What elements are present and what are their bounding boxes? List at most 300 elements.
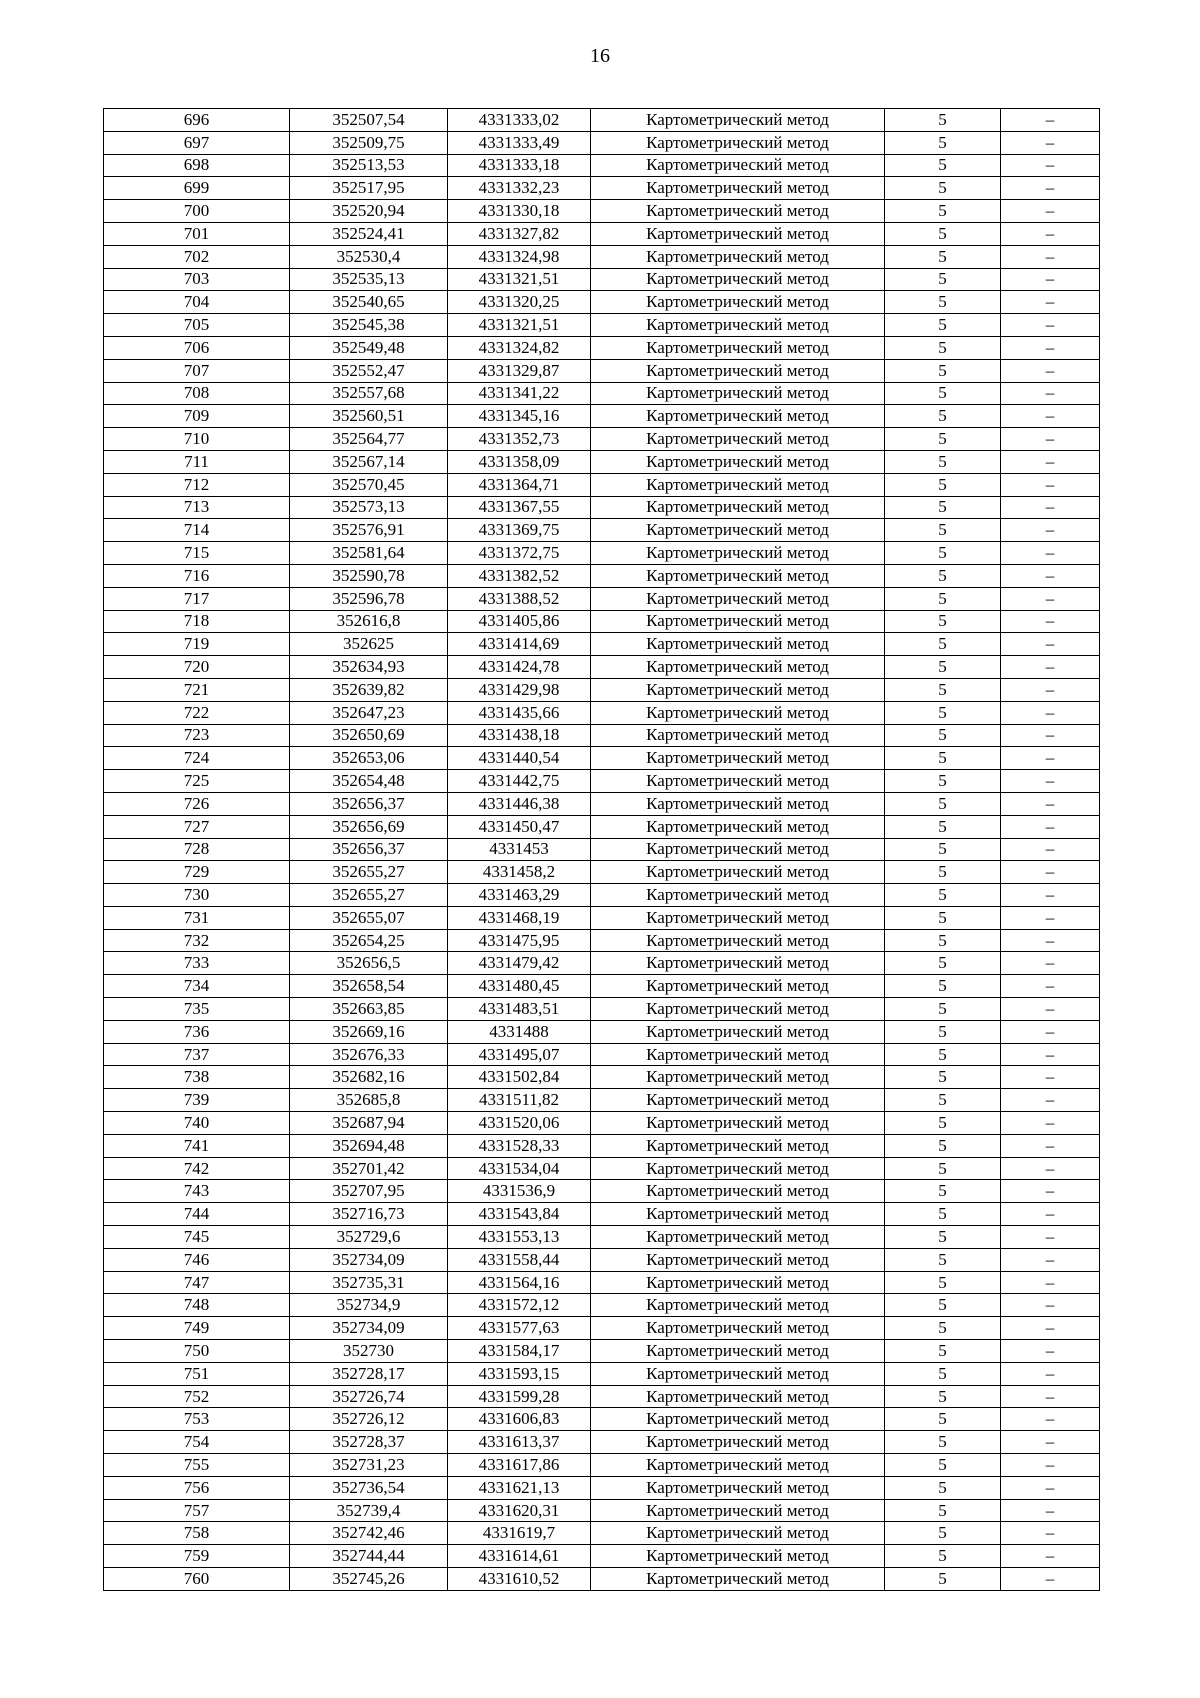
x-coordinate-cell: 352549,48 [290, 336, 448, 359]
y-coordinate-cell: 4331620,31 [448, 1499, 591, 1522]
method-cell: Картометрический метод [591, 1545, 885, 1568]
x-coordinate-cell: 352728,17 [290, 1362, 448, 1385]
method-cell: Картометрический метод [591, 1385, 885, 1408]
formula-cell: – [1001, 1317, 1100, 1340]
method-cell: Картометрический метод [591, 1089, 885, 1112]
method-cell: Картометрический метод [591, 473, 885, 496]
table-row [104, 131, 1100, 154]
accuracy-cell: 5 [885, 1112, 1001, 1135]
table-row [104, 815, 1100, 838]
formula-cell: – [1001, 656, 1100, 679]
table-row [104, 724, 1100, 747]
accuracy-cell: 5 [885, 633, 1001, 656]
method-cell: Картометрический метод [591, 359, 885, 382]
table-row [104, 1203, 1100, 1226]
method-cell: Картометрический метод [591, 724, 885, 747]
x-coordinate-cell: 352655,27 [290, 884, 448, 907]
point-number-cell: 696 [104, 109, 290, 132]
accuracy-cell: 5 [885, 701, 1001, 724]
x-coordinate-cell: 352540,65 [290, 291, 448, 314]
x-coordinate-cell: 352647,23 [290, 701, 448, 724]
table-row [104, 998, 1100, 1021]
point-number-cell: 699 [104, 177, 290, 200]
y-coordinate-cell: 4331320,25 [448, 291, 591, 314]
point-number-cell: 734 [104, 975, 290, 998]
method-cell: Картометрический метод [591, 1157, 885, 1180]
y-coordinate-cell: 4331364,71 [448, 473, 591, 496]
table-row [104, 314, 1100, 337]
point-number-cell: 715 [104, 542, 290, 565]
method-cell: Картометрический метод [591, 1317, 885, 1340]
x-coordinate-cell: 352663,85 [290, 998, 448, 1021]
table-row [104, 656, 1100, 679]
accuracy-cell: 5 [885, 838, 1001, 861]
accuracy-cell: 5 [885, 747, 1001, 770]
y-coordinate-cell: 4331479,42 [448, 952, 591, 975]
formula-cell: – [1001, 1431, 1100, 1454]
formula-cell: – [1001, 519, 1100, 542]
x-coordinate-cell: 352590,78 [290, 564, 448, 587]
method-cell: Картометрический метод [591, 109, 885, 132]
method-cell: Картометрический метод [591, 815, 885, 838]
method-cell: Картометрический метод [591, 177, 885, 200]
accuracy-cell: 5 [885, 1043, 1001, 1066]
point-number-cell: 727 [104, 815, 290, 838]
formula-cell: – [1001, 131, 1100, 154]
x-coordinate-cell: 352616,8 [290, 610, 448, 633]
method-cell: Картометрический метод [591, 1066, 885, 1089]
method-cell: Картометрический метод [591, 1020, 885, 1043]
coordinates-table-body [104, 109, 1100, 1591]
y-coordinate-cell: 4331424,78 [448, 656, 591, 679]
accuracy-cell: 5 [885, 906, 1001, 929]
method-cell: Картометрический метод [591, 1134, 885, 1157]
point-number-cell: 716 [104, 564, 290, 587]
formula-cell: – [1001, 428, 1100, 451]
method-cell: Картометрический метод [591, 1454, 885, 1477]
x-coordinate-cell: 352596,78 [290, 587, 448, 610]
y-coordinate-cell: 4331520,06 [448, 1112, 591, 1135]
point-number-cell: 755 [104, 1454, 290, 1477]
accuracy-cell: 5 [885, 131, 1001, 154]
y-coordinate-cell: 4331536,9 [448, 1180, 591, 1203]
x-coordinate-cell: 352625 [290, 633, 448, 656]
method-cell: Картометрический метод [591, 1248, 885, 1271]
y-coordinate-cell: 4331468,19 [448, 906, 591, 929]
x-coordinate-cell: 352560,51 [290, 405, 448, 428]
x-coordinate-cell: 352742,46 [290, 1522, 448, 1545]
point-number-cell: 718 [104, 610, 290, 633]
method-cell: Картометрический метод [591, 245, 885, 268]
point-number-cell: 747 [104, 1271, 290, 1294]
point-number-cell: 753 [104, 1408, 290, 1431]
accuracy-cell: 5 [885, 1248, 1001, 1271]
y-coordinate-cell: 4331495,07 [448, 1043, 591, 1066]
accuracy-cell: 5 [885, 678, 1001, 701]
accuracy-cell: 5 [885, 177, 1001, 200]
accuracy-cell: 5 [885, 359, 1001, 382]
method-cell: Картометрический метод [591, 200, 885, 223]
accuracy-cell: 5 [885, 861, 1001, 884]
point-number-cell: 717 [104, 587, 290, 610]
accuracy-cell: 5 [885, 975, 1001, 998]
formula-cell: – [1001, 1408, 1100, 1431]
accuracy-cell: 5 [885, 952, 1001, 975]
point-number-cell: 707 [104, 359, 290, 382]
accuracy-cell: 5 [885, 815, 1001, 838]
formula-cell: – [1001, 815, 1100, 838]
formula-cell: – [1001, 1568, 1100, 1591]
y-coordinate-cell: 4331442,75 [448, 770, 591, 793]
method-cell: Картометрический метод [591, 656, 885, 679]
point-number-cell: 740 [104, 1112, 290, 1135]
y-coordinate-cell: 4331543,84 [448, 1203, 591, 1226]
point-number-cell: 711 [104, 450, 290, 473]
point-number-cell: 759 [104, 1545, 290, 1568]
accuracy-cell: 5 [885, 1134, 1001, 1157]
method-cell: Картометрический метод [591, 1408, 885, 1431]
point-number-cell: 703 [104, 268, 290, 291]
y-coordinate-cell: 4331324,98 [448, 245, 591, 268]
accuracy-cell: 5 [885, 1431, 1001, 1454]
method-cell: Картометрический метод [591, 701, 885, 724]
table-row [104, 1226, 1100, 1249]
formula-cell: – [1001, 792, 1100, 815]
point-number-cell: 697 [104, 131, 290, 154]
formula-cell: – [1001, 952, 1100, 975]
formula-cell: – [1001, 336, 1100, 359]
table-row [104, 1454, 1100, 1477]
y-coordinate-cell: 4331321,51 [448, 314, 591, 337]
point-number-cell: 710 [104, 428, 290, 451]
formula-cell: – [1001, 450, 1100, 473]
formula-cell: – [1001, 1112, 1100, 1135]
table-row [104, 177, 1100, 200]
y-coordinate-cell: 4331450,47 [448, 815, 591, 838]
table-row [104, 245, 1100, 268]
table-row [104, 1043, 1100, 1066]
accuracy-cell: 5 [885, 382, 1001, 405]
formula-cell: – [1001, 1522, 1100, 1545]
y-coordinate-cell: 4331577,63 [448, 1317, 591, 1340]
accuracy-cell: 5 [885, 154, 1001, 177]
table-row [104, 1476, 1100, 1499]
point-number-cell: 725 [104, 770, 290, 793]
method-cell: Картометрический метод [591, 633, 885, 656]
method-cell: Картометрический метод [591, 610, 885, 633]
x-coordinate-cell: 352726,74 [290, 1385, 448, 1408]
table-row [104, 1385, 1100, 1408]
point-number-cell: 714 [104, 519, 290, 542]
accuracy-cell: 5 [885, 291, 1001, 314]
formula-cell: – [1001, 1226, 1100, 1249]
x-coordinate-cell: 352581,64 [290, 542, 448, 565]
point-number-cell: 728 [104, 838, 290, 861]
point-number-cell: 729 [104, 861, 290, 884]
x-coordinate-cell: 352576,91 [290, 519, 448, 542]
table-row [104, 610, 1100, 633]
x-coordinate-cell: 352650,69 [290, 724, 448, 747]
y-coordinate-cell: 4331429,98 [448, 678, 591, 701]
table-row [104, 929, 1100, 952]
point-number-cell: 757 [104, 1499, 290, 1522]
table-row [104, 109, 1100, 132]
formula-cell: – [1001, 382, 1100, 405]
y-coordinate-cell: 4331617,86 [448, 1454, 591, 1477]
table-row [104, 1522, 1100, 1545]
table-row [104, 975, 1100, 998]
method-cell: Картометрический метод [591, 1294, 885, 1317]
point-number-cell: 721 [104, 678, 290, 701]
y-coordinate-cell: 4331382,52 [448, 564, 591, 587]
x-coordinate-cell: 352654,48 [290, 770, 448, 793]
y-coordinate-cell: 4331610,52 [448, 1568, 591, 1591]
x-coordinate-cell: 352655,07 [290, 906, 448, 929]
accuracy-cell: 5 [885, 884, 1001, 907]
method-cell: Картометрический метод [591, 131, 885, 154]
accuracy-cell: 5 [885, 1362, 1001, 1385]
x-coordinate-cell: 352728,37 [290, 1431, 448, 1454]
point-number-cell: 735 [104, 998, 290, 1021]
method-cell: Картометрический метод [591, 1203, 885, 1226]
table-row [104, 450, 1100, 473]
table-row [104, 884, 1100, 907]
accuracy-cell: 5 [885, 564, 1001, 587]
formula-cell: – [1001, 109, 1100, 132]
point-number-cell: 751 [104, 1362, 290, 1385]
accuracy-cell: 5 [885, 109, 1001, 132]
method-cell: Картометрический метод [591, 564, 885, 587]
table-row [104, 1066, 1100, 1089]
x-coordinate-cell: 352639,82 [290, 678, 448, 701]
formula-cell: – [1001, 975, 1100, 998]
table-row [104, 861, 1100, 884]
x-coordinate-cell: 352745,26 [290, 1568, 448, 1591]
table-row [104, 1248, 1100, 1271]
table-row [104, 1362, 1100, 1385]
accuracy-cell: 5 [885, 519, 1001, 542]
method-cell: Картометрический метод [591, 1271, 885, 1294]
table-row [104, 838, 1100, 861]
method-cell: Картометрический метод [591, 1431, 885, 1454]
method-cell: Картометрический метод [591, 1340, 885, 1363]
y-coordinate-cell: 4331438,18 [448, 724, 591, 747]
x-coordinate-cell: 352513,53 [290, 154, 448, 177]
table-row [104, 1134, 1100, 1157]
accuracy-cell: 5 [885, 656, 1001, 679]
point-number-cell: 758 [104, 1522, 290, 1545]
formula-cell: – [1001, 177, 1100, 200]
x-coordinate-cell: 352570,45 [290, 473, 448, 496]
point-number-cell: 713 [104, 496, 290, 519]
method-cell: Картометрический метод [591, 884, 885, 907]
y-coordinate-cell: 4331405,86 [448, 610, 591, 633]
table-row [104, 1271, 1100, 1294]
table-row [104, 1499, 1100, 1522]
y-coordinate-cell: 4331599,28 [448, 1385, 591, 1408]
accuracy-cell: 5 [885, 1340, 1001, 1363]
formula-cell: – [1001, 1385, 1100, 1408]
x-coordinate-cell: 352658,54 [290, 975, 448, 998]
formula-cell: – [1001, 1066, 1100, 1089]
point-number-cell: 742 [104, 1157, 290, 1180]
point-number-cell: 752 [104, 1385, 290, 1408]
x-coordinate-cell: 352654,25 [290, 929, 448, 952]
method-cell: Картометрический метод [591, 1043, 885, 1066]
point-number-cell: 736 [104, 1020, 290, 1043]
y-coordinate-cell: 4331528,33 [448, 1134, 591, 1157]
table-row [104, 1294, 1100, 1317]
formula-cell: – [1001, 1089, 1100, 1112]
accuracy-cell: 5 [885, 929, 1001, 952]
x-coordinate-cell: 352552,47 [290, 359, 448, 382]
x-coordinate-cell: 352535,13 [290, 268, 448, 291]
method-cell: Картометрический метод [591, 542, 885, 565]
y-coordinate-cell: 4331330,18 [448, 200, 591, 223]
formula-cell: – [1001, 1499, 1100, 1522]
point-number-cell: 750 [104, 1340, 290, 1363]
table-row [104, 1545, 1100, 1568]
table-row [104, 1089, 1100, 1112]
x-coordinate-cell: 352729,6 [290, 1226, 448, 1249]
accuracy-cell: 5 [885, 542, 1001, 565]
y-coordinate-cell: 4331333,02 [448, 109, 591, 132]
y-coordinate-cell: 4331324,82 [448, 336, 591, 359]
table-row [104, 405, 1100, 428]
table-row [104, 701, 1100, 724]
point-number-cell: 743 [104, 1180, 290, 1203]
table-row [104, 1020, 1100, 1043]
formula-cell: – [1001, 1020, 1100, 1043]
method-cell: Картометрический метод [591, 1362, 885, 1385]
point-number-cell: 723 [104, 724, 290, 747]
x-coordinate-cell: 352734,9 [290, 1294, 448, 1317]
table-row [104, 678, 1100, 701]
x-coordinate-cell: 352520,94 [290, 200, 448, 223]
method-cell: Картометрический метод [591, 405, 885, 428]
method-cell: Картометрический метод [591, 222, 885, 245]
x-coordinate-cell: 352734,09 [290, 1317, 448, 1340]
point-number-cell: 702 [104, 245, 290, 268]
method-cell: Картометрический метод [591, 1522, 885, 1545]
formula-cell: – [1001, 473, 1100, 496]
point-number-cell: 730 [104, 884, 290, 907]
y-coordinate-cell: 4331332,23 [448, 177, 591, 200]
page-number: 16 [590, 45, 610, 67]
accuracy-cell: 5 [885, 1226, 1001, 1249]
y-coordinate-cell: 4331372,75 [448, 542, 591, 565]
y-coordinate-cell: 4331341,22 [448, 382, 591, 405]
x-coordinate-cell: 352707,95 [290, 1180, 448, 1203]
table-row [104, 1180, 1100, 1203]
table-row [104, 428, 1100, 451]
x-coordinate-cell: 352573,13 [290, 496, 448, 519]
formula-cell: – [1001, 1157, 1100, 1180]
point-number-cell: 732 [104, 929, 290, 952]
x-coordinate-cell: 352734,09 [290, 1248, 448, 1271]
y-coordinate-cell: 4331367,55 [448, 496, 591, 519]
formula-cell: – [1001, 1271, 1100, 1294]
y-coordinate-cell: 4331345,16 [448, 405, 591, 428]
x-coordinate-cell: 352655,27 [290, 861, 448, 884]
x-coordinate-cell: 352736,54 [290, 1476, 448, 1499]
table-row [104, 1431, 1100, 1454]
accuracy-cell: 5 [885, 1157, 1001, 1180]
method-cell: Картометрический метод [591, 1499, 885, 1522]
table-row [104, 473, 1100, 496]
method-cell: Картометрический метод [591, 678, 885, 701]
method-cell: Картометрический метод [591, 747, 885, 770]
x-coordinate-cell: 352567,14 [290, 450, 448, 473]
formula-cell: – [1001, 1362, 1100, 1385]
formula-cell: – [1001, 906, 1100, 929]
formula-cell: – [1001, 701, 1100, 724]
point-number-cell: 731 [104, 906, 290, 929]
point-number-cell: 706 [104, 336, 290, 359]
table-row [104, 633, 1100, 656]
x-coordinate-cell: 352716,73 [290, 1203, 448, 1226]
y-coordinate-cell: 4331480,45 [448, 975, 591, 998]
accuracy-cell: 5 [885, 770, 1001, 793]
table-row [104, 542, 1100, 565]
table-row [104, 268, 1100, 291]
y-coordinate-cell: 4331534,04 [448, 1157, 591, 1180]
y-coordinate-cell: 4331329,87 [448, 359, 591, 382]
formula-cell: – [1001, 929, 1100, 952]
formula-cell: – [1001, 1454, 1100, 1477]
y-coordinate-cell: 4331564,16 [448, 1271, 591, 1294]
method-cell: Картометрический метод [591, 268, 885, 291]
table-row [104, 222, 1100, 245]
method-cell: Картометрический метод [591, 906, 885, 929]
formula-cell: – [1001, 610, 1100, 633]
table-row [104, 1112, 1100, 1135]
method-cell: Картометрический метод [591, 929, 885, 952]
table-row [104, 587, 1100, 610]
formula-cell: – [1001, 747, 1100, 770]
method-cell: Картометрический метод [591, 450, 885, 473]
y-coordinate-cell: 4331621,13 [448, 1476, 591, 1499]
x-coordinate-cell: 352701,42 [290, 1157, 448, 1180]
accuracy-cell: 5 [885, 1522, 1001, 1545]
method-cell: Картометрический метод [591, 496, 885, 519]
accuracy-cell: 5 [885, 1271, 1001, 1294]
accuracy-cell: 5 [885, 314, 1001, 337]
x-coordinate-cell: 352726,12 [290, 1408, 448, 1431]
point-number-cell: 760 [104, 1568, 290, 1591]
y-coordinate-cell: 4331446,38 [448, 792, 591, 815]
method-cell: Картометрический метод [591, 975, 885, 998]
formula-cell: – [1001, 405, 1100, 428]
y-coordinate-cell: 4331453 [448, 838, 591, 861]
point-number-cell: 754 [104, 1431, 290, 1454]
accuracy-cell: 5 [885, 1385, 1001, 1408]
y-coordinate-cell: 4331435,66 [448, 701, 591, 724]
accuracy-cell: 5 [885, 1454, 1001, 1477]
formula-cell: – [1001, 1476, 1100, 1499]
formula-cell: – [1001, 724, 1100, 747]
point-number-cell: 746 [104, 1248, 290, 1271]
coordinates-table [103, 108, 1100, 1591]
x-coordinate-cell: 352656,37 [290, 838, 448, 861]
y-coordinate-cell: 4331572,12 [448, 1294, 591, 1317]
formula-cell: – [1001, 1180, 1100, 1203]
formula-cell: – [1001, 770, 1100, 793]
formula-cell: – [1001, 268, 1100, 291]
formula-cell: – [1001, 200, 1100, 223]
y-coordinate-cell: 4331593,15 [448, 1362, 591, 1385]
accuracy-cell: 5 [885, 1408, 1001, 1431]
